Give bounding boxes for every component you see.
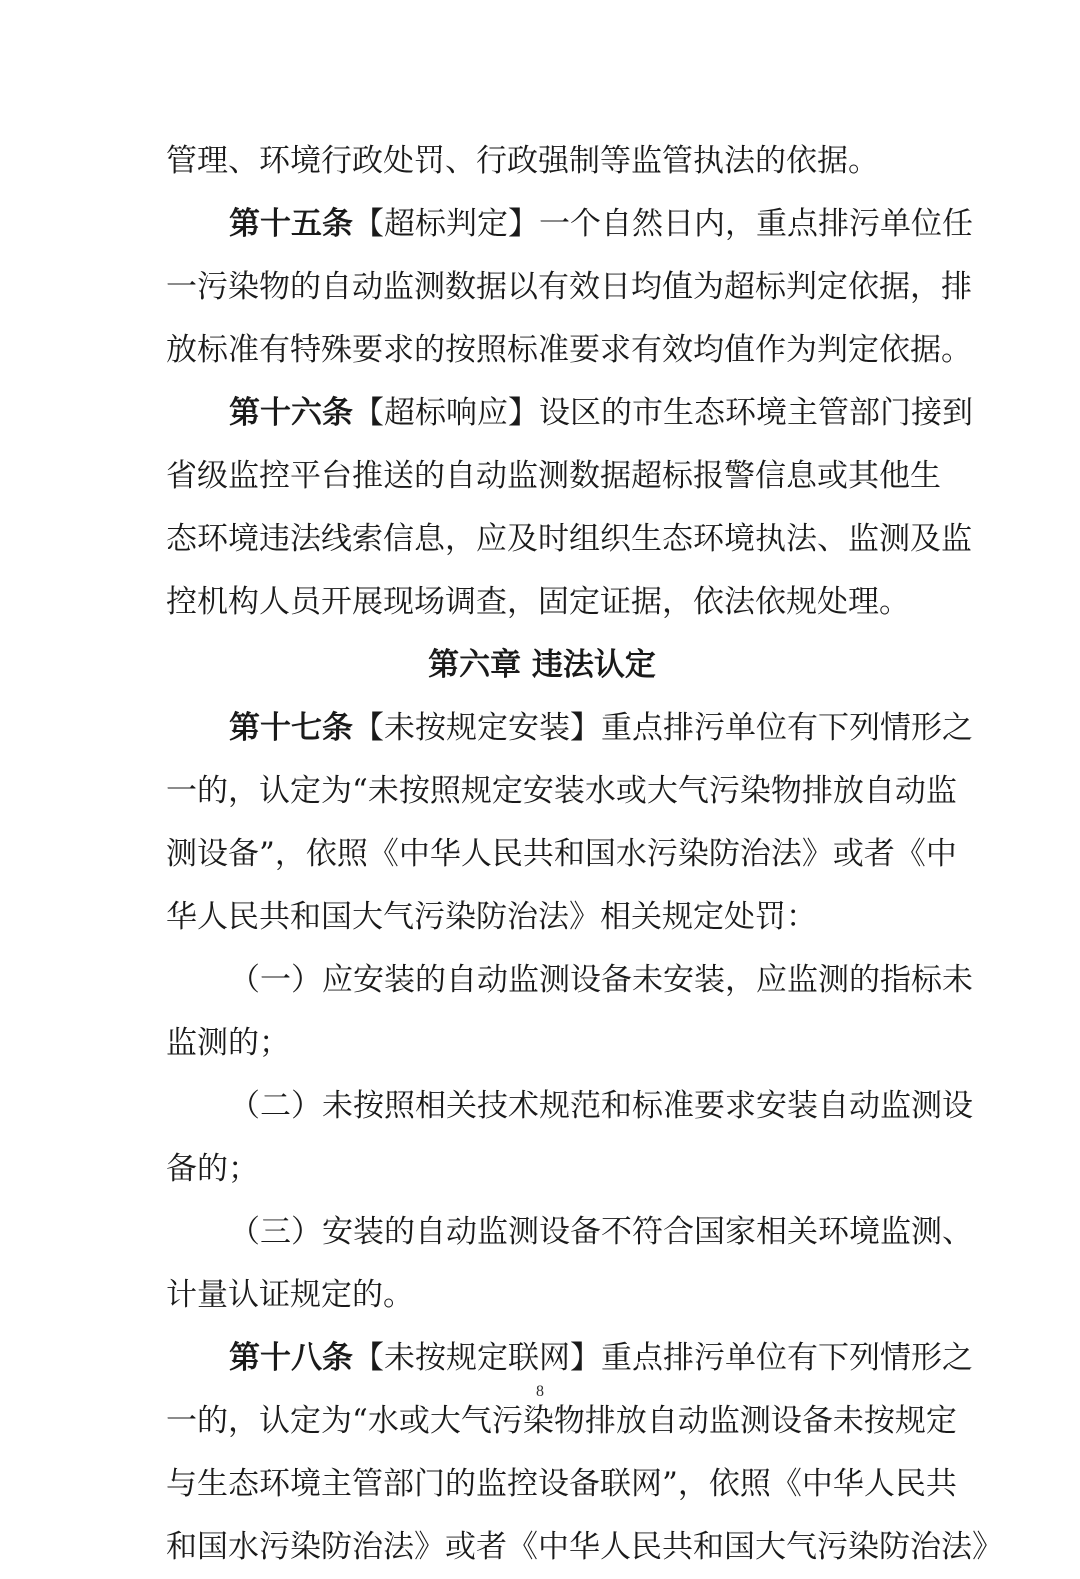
text-line xyxy=(166,319,972,382)
line-text: 一的，认定为“水或大气污染物排放自动监测设备未按规定 xyxy=(166,1403,957,1439)
text-line xyxy=(166,1012,918,1075)
line-text: 监测的； xyxy=(166,1025,290,1061)
line-text: 【未按规定联网】重点排污单位有下列情形之 xyxy=(353,1340,973,1376)
article-line xyxy=(166,382,973,445)
text-line xyxy=(166,1138,918,1201)
text-line xyxy=(166,823,957,886)
article-line xyxy=(166,697,973,760)
page-number: 8 xyxy=(536,1383,544,1400)
line-text: 一污染物的自动监测数据以有效日均值为超标判定依据，排 xyxy=(166,269,972,305)
article-line xyxy=(166,193,973,256)
line-text: 放标准有特殊要求的按照标准要求有效均值作为判定依据。 xyxy=(166,332,972,368)
line-text: 备的； xyxy=(166,1151,259,1187)
text-line xyxy=(166,1453,957,1516)
line-text: 【超标判定】一个自然日内，重点排污单位任 xyxy=(353,206,973,242)
text-line xyxy=(166,760,957,823)
text-line xyxy=(166,1075,973,1138)
chapter-heading: 第六章 违法认定 xyxy=(428,647,656,683)
text-line xyxy=(166,508,972,571)
line-text: （一）应安装的自动监测设备未安装，应监测的指标未 xyxy=(229,962,973,998)
line-text: 华人民共和国大气污染防治法》相关规定处罚： xyxy=(166,899,817,935)
article-number: 第十七条 xyxy=(229,710,353,746)
line-text: 测设备”，依照《中华人民共和国水污染防治法》或者《中 xyxy=(166,836,957,872)
text-line xyxy=(166,256,972,319)
line-text: 和国水污染防治法》或者《中华人民共和国大气污染防治法》 xyxy=(166,1529,1003,1565)
line-text: （三）安装的自动监测设备不符合国家相关环境监测、 xyxy=(229,1214,973,1250)
text-line xyxy=(166,130,918,193)
line-text: 管理、环境行政处罚、行政强制等监管执法的依据。 xyxy=(166,143,879,179)
line-text: 控机构人员开展现场调查，固定证据，依法依规处理。 xyxy=(166,584,910,620)
article-line xyxy=(166,1327,973,1390)
article-number: 第十八条 xyxy=(229,1340,353,1376)
line-text: 【超标响应】设区的市生态环境主管部门接到 xyxy=(353,395,973,431)
text-line xyxy=(166,1264,918,1327)
text-line xyxy=(166,949,973,1012)
line-text: 【未按规定安装】重点排污单位有下列情形之 xyxy=(353,710,973,746)
text-line xyxy=(166,886,918,949)
article-number: 第十六条 xyxy=(229,395,353,431)
line-text: 态环境违法线索信息，应及时组织生态环境执法、监测及监 xyxy=(166,521,972,557)
text-line xyxy=(166,1516,1003,1579)
text-line xyxy=(166,571,918,634)
text-line xyxy=(166,445,941,508)
line-text: （二）未按照相关技术规范和标准要求安装自动监测设 xyxy=(229,1088,973,1124)
line-text: 与生态环境主管部门的监控设备联网”，依照《中华人民共 xyxy=(166,1466,957,1502)
line-text: 一的，认定为“未按照规定安装水或大气污染物排放自动监 xyxy=(166,773,957,809)
line-text: 计量认证规定的。 xyxy=(166,1277,414,1313)
text-line xyxy=(166,1201,973,1264)
line-text: 省级监控平台推送的自动监测数据超标报警信息或其他生 xyxy=(166,458,941,494)
document-body xyxy=(166,130,1003,1579)
article-number: 第十五条 xyxy=(229,206,353,242)
